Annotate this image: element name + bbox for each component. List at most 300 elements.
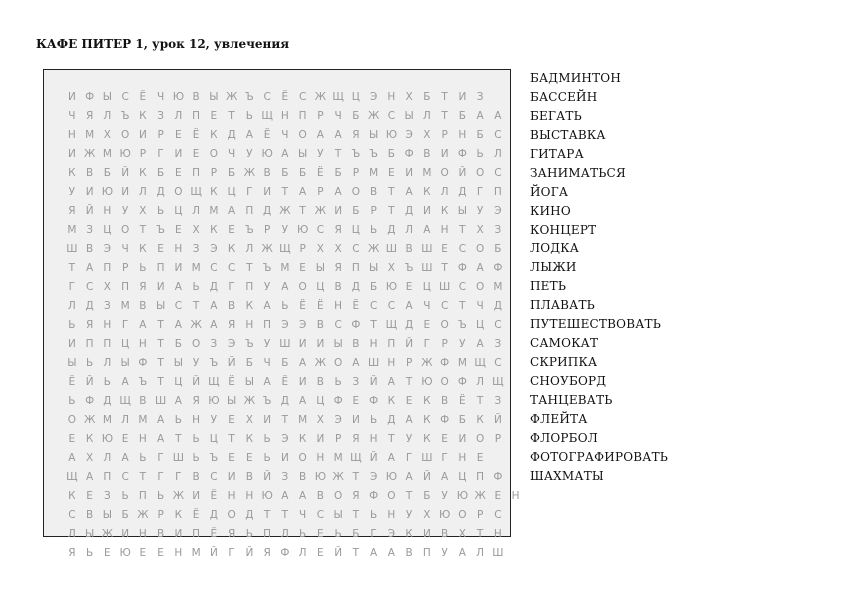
grid-letter: О	[209, 148, 218, 160]
grid-letter: Ъ	[262, 262, 272, 274]
word-list-item: ФЛОРБОЛ	[530, 430, 598, 445]
grid-letter: З	[494, 224, 502, 236]
grid-letter: Т	[68, 262, 76, 274]
grid-letter: П	[103, 262, 112, 274]
grid-letter: Ц	[103, 224, 112, 236]
grid-letter: З	[104, 490, 111, 502]
grid-letter: Т	[405, 490, 413, 502]
word-list-item: БЕГАТЬ	[530, 108, 582, 123]
grid-letter: Н	[458, 129, 467, 141]
grid-letter: Т	[157, 338, 164, 350]
grid-letter: Ж	[225, 91, 238, 103]
grid-row	[63, 164, 525, 183]
grid-letter: Х	[458, 528, 466, 540]
grid-letter: Б	[281, 167, 289, 179]
grid-letter: Ш	[66, 243, 78, 255]
grid-letter: Г	[175, 471, 182, 483]
grid-letter: О	[440, 167, 449, 179]
word-list-item: ФЛЕЙТА	[530, 411, 588, 426]
grid-letter: И	[263, 186, 272, 198]
grid-letter: М	[457, 357, 467, 369]
grid-letter: Ц	[174, 376, 183, 388]
grid-letter: Е	[139, 547, 147, 559]
grid-letter: Ю	[172, 91, 185, 103]
grid-letter: О	[475, 281, 485, 293]
grid-letter: И	[298, 376, 307, 388]
grid-letter: О	[475, 433, 485, 445]
grid-letter: М	[422, 167, 432, 179]
grid-letter: Ш	[155, 395, 167, 407]
grid-letter: С	[352, 243, 360, 255]
grid-letter: И	[121, 528, 130, 540]
grid-letter: Ы	[102, 509, 112, 521]
grid-letter: Ф	[493, 262, 503, 274]
grid-letter: А	[121, 452, 129, 464]
grid-letter: А	[245, 129, 253, 141]
grid-letter: Ф	[457, 262, 467, 274]
word-list	[530, 69, 668, 486]
grid-letter: Э	[281, 319, 289, 331]
grid-letter: Б	[174, 338, 182, 350]
grid-letter: Ж	[137, 509, 149, 521]
grid-letter: С	[494, 357, 502, 369]
grid-letter: Б	[103, 167, 111, 179]
grid-letter: З	[86, 224, 93, 236]
grid-letter: К	[423, 433, 431, 445]
grid-letter: А	[299, 490, 307, 502]
grid-letter: А	[299, 186, 307, 198]
grid-letter: Б	[423, 91, 431, 103]
grid-letter: З	[281, 471, 289, 483]
grid-letter: К	[210, 224, 218, 236]
grid-letter: Ф	[457, 376, 467, 388]
grid-letter: Ц	[227, 186, 236, 198]
grid-letter: Ц	[316, 395, 325, 407]
grid-letter: Н	[138, 528, 147, 540]
grid-letter: Ч	[334, 110, 342, 122]
word-list-item: ЛЫЖИ	[530, 260, 577, 275]
grid-letter: А	[476, 262, 484, 274]
grid-letter: Т	[157, 319, 164, 331]
grid-letter: Б	[476, 129, 484, 141]
grid-letter: А	[86, 262, 94, 274]
grid-letter: Э	[227, 338, 236, 350]
grid-letter: И	[263, 414, 272, 426]
grid-row	[63, 354, 525, 373]
grid-letter: У	[263, 338, 271, 350]
grid-letter: Й	[263, 471, 272, 483]
grid-letter: Т	[459, 224, 466, 236]
grid-letter: М	[102, 148, 112, 160]
grid-letter: Т	[281, 414, 289, 426]
grid-letter: В	[86, 167, 94, 179]
grid-letter: Н	[103, 319, 112, 331]
grid-letter: С	[210, 262, 218, 274]
grid-letter: В	[192, 471, 200, 483]
grid-letter: Я	[263, 547, 271, 559]
grid-letter: Ж	[474, 490, 486, 502]
grid-letter: Ю	[101, 433, 114, 445]
grid-letter: Ь	[334, 528, 342, 540]
grid-letter: Ё	[192, 509, 200, 521]
grid-letter: Х	[316, 414, 324, 426]
grid-letter: М	[191, 262, 201, 274]
grid-letter: Я	[352, 129, 360, 141]
grid-letter: Ь	[157, 205, 165, 217]
grid-letter: Т	[139, 224, 147, 236]
word-list-item: ПЕТЬ	[530, 279, 567, 294]
grid-letter: Ч	[121, 243, 129, 255]
grid-letter: А	[174, 319, 182, 331]
grid-letter: О	[298, 281, 307, 293]
grid-letter: П	[263, 528, 272, 540]
grid-letter: Й	[458, 167, 467, 179]
grid-letter: Е	[157, 243, 164, 255]
grid-letter: Т	[299, 205, 306, 217]
grid-letter: Ъ	[245, 91, 254, 103]
grid-letter: К	[139, 243, 147, 255]
grid-letter: К	[245, 433, 254, 445]
grid-letter: Э	[281, 433, 289, 445]
grid-letter: Б	[157, 167, 165, 179]
grid-letter: У	[317, 148, 324, 160]
grid-letter: Ф	[404, 148, 414, 160]
grid-letter: В	[263, 167, 271, 179]
grid-letter: В	[370, 186, 378, 198]
grid-letter: Ж	[314, 205, 327, 217]
grid-letter: Ь	[299, 528, 307, 540]
grid-letter: А	[316, 129, 324, 141]
grid-letter: К	[85, 433, 94, 445]
word-list-item: ПЛАВАТЬ	[530, 298, 595, 313]
grid-letter: К	[139, 167, 147, 179]
grid-letter: Я	[85, 319, 94, 331]
grid-letter: Т	[352, 509, 360, 521]
grid-letter: Ь	[370, 414, 378, 426]
grid-letter: Н	[103, 205, 112, 217]
grid-row	[63, 259, 525, 278]
grid-letter: И	[405, 167, 414, 179]
grid-letter: М	[102, 414, 112, 426]
grid-letter: К	[405, 528, 413, 540]
grid-letter: Щ	[119, 395, 131, 407]
grid-letter: Д	[245, 509, 254, 521]
grid-letter: Ч	[68, 110, 76, 122]
grid-letter: Ч	[263, 357, 271, 369]
word-list-item: КОНЦЕРТ	[530, 222, 597, 237]
grid-letter: Т	[441, 262, 448, 274]
grid-row	[63, 297, 525, 316]
grid-letter: Ч	[157, 91, 165, 103]
grid-letter: Щ	[208, 376, 220, 388]
grid-letter: Р	[476, 509, 484, 521]
grid-letter: Ъ	[404, 262, 414, 274]
grid-letter: В	[299, 471, 307, 483]
grid-letter: И	[121, 186, 130, 198]
grid-letter: Ц	[316, 281, 325, 293]
grid-letter: З	[494, 395, 502, 407]
grid-letter: Е	[157, 547, 164, 559]
grid-letter: Ю	[438, 509, 451, 521]
grid-letter: П	[245, 205, 254, 217]
grid-letter: Ш	[385, 243, 397, 255]
grid-letter: Ф	[493, 471, 503, 483]
grid-letter: Л	[440, 186, 449, 198]
grid-letter: Х	[103, 281, 111, 293]
grid-letter: Е	[228, 224, 235, 236]
grid-letter: Ж	[243, 167, 256, 179]
grid-letter: Ы	[404, 110, 414, 122]
grid-letter: С	[494, 509, 502, 521]
grid-letter: Н	[493, 528, 502, 540]
grid-letter: Н	[387, 509, 396, 521]
grid-letter: Н	[138, 433, 147, 445]
grid-letter: Ы	[244, 376, 254, 388]
grid-letter: П	[422, 547, 431, 559]
grid-letter: Ж	[314, 357, 327, 369]
grid-letter: Н	[440, 224, 449, 236]
grid-letter: И	[458, 433, 467, 445]
grid-letter: П	[298, 110, 307, 122]
grid-letter: Ъ	[209, 357, 219, 369]
grid-letter: Н	[67, 129, 76, 141]
grid-letter: С	[227, 262, 236, 274]
grid-letter: Е	[86, 490, 93, 502]
grid-letter: Ц	[476, 319, 485, 331]
grid-row	[63, 145, 525, 164]
grid-letter: А	[68, 452, 76, 464]
grid-letter: Х	[405, 91, 413, 103]
grid-letter: З	[494, 338, 502, 350]
grid-letter: Е	[405, 281, 413, 293]
grid-letter: А	[263, 300, 271, 312]
grid-letter: Ж	[367, 110, 380, 122]
grid-letter: О	[174, 186, 183, 198]
grid-letter: К	[245, 300, 254, 312]
grid-letter: Х	[192, 224, 200, 236]
grid-letter: Я	[68, 205, 76, 217]
grid-letter: Э	[103, 243, 112, 255]
grid-letter: К	[210, 129, 218, 141]
grid-letter: Е	[175, 224, 182, 236]
grid-letter: И	[316, 433, 325, 445]
grid-letter: О	[120, 224, 130, 236]
grid-letter: Щ	[332, 91, 344, 103]
grid-letter: Е	[441, 433, 448, 445]
grid-letter: Г	[441, 452, 448, 464]
grid-letter: Щ	[474, 357, 486, 369]
grid-letter: А	[157, 414, 165, 426]
grid-letter: Й	[245, 547, 254, 559]
grid-row	[63, 126, 525, 145]
grid-letter: Л	[121, 414, 130, 426]
grid-letter: Ь	[263, 452, 271, 464]
grid-letter: Е	[441, 243, 448, 255]
grid-letter: М	[298, 414, 308, 426]
grid-letter: Ю	[314, 471, 327, 483]
grid-letter: Е	[175, 167, 182, 179]
grid-letter: Ж	[421, 357, 433, 369]
grid-letter: У	[121, 205, 129, 217]
grid-letter: Ь	[174, 414, 182, 426]
grid-letter: Ж	[314, 91, 327, 103]
word-list-item: ПУТЕШЕСТВОВАТЬ	[530, 317, 661, 332]
grid-letter: Р	[317, 110, 324, 122]
grid-letter: П	[192, 528, 201, 540]
grid-letter: Ы	[333, 338, 343, 350]
grid-letter: Ч	[228, 148, 236, 160]
grid-letter: Я	[227, 319, 236, 331]
grid-letter: Б	[494, 243, 502, 255]
grid-letter: Щ	[279, 243, 291, 255]
grid-letter: Б	[245, 357, 253, 369]
grid-letter: Н	[245, 490, 254, 502]
grid-letter: Т	[388, 186, 395, 198]
grid-letter: Т	[441, 91, 448, 103]
grid-letter: Э	[369, 471, 378, 483]
grid-letter: Ж	[279, 205, 291, 217]
grid-letter: С	[210, 471, 218, 483]
grid-letter: А	[299, 395, 307, 407]
page-title: КАФЕ ПИТЕР 1, урок 12, увлечения	[36, 37, 290, 51]
grid-letter: Р	[405, 357, 413, 369]
grid-letter: И	[85, 186, 94, 198]
grid-letter: Ё	[68, 376, 76, 388]
grid-letter: У	[459, 338, 466, 350]
grid-letter: В	[86, 243, 94, 255]
grid-letter: У	[246, 148, 253, 160]
grid-letter: Л	[103, 110, 112, 122]
grid-letter: Д	[85, 300, 94, 312]
grid-letter: А	[228, 205, 236, 217]
grid-letter: Н	[511, 490, 520, 502]
grid-letter: Х	[103, 129, 111, 141]
grid-letter: П	[192, 167, 201, 179]
grid-letter: Л	[192, 205, 201, 217]
grid-letter: Б	[352, 110, 360, 122]
grid-letter: Т	[476, 528, 484, 540]
grid-letter: Ю	[385, 129, 398, 141]
grid-letter: Т	[352, 547, 360, 559]
grid-letter: Е	[228, 452, 235, 464]
grid-letter: С	[316, 509, 325, 521]
grid-letter: Т	[370, 319, 377, 331]
grid-letter: И	[156, 281, 165, 293]
grid-row	[63, 506, 525, 525]
grid-letter: М	[369, 167, 379, 179]
grid-letter: М	[280, 262, 290, 274]
grid-letter: С	[174, 300, 183, 312]
grid-letter: Ю	[101, 186, 114, 198]
grid-letter: Е	[405, 395, 413, 407]
grid-letter: А	[334, 186, 342, 198]
grid-letter: Н	[369, 338, 378, 350]
grid-letter: Р	[334, 433, 342, 445]
grid-letter: П	[85, 338, 94, 350]
grid-letter: А	[476, 338, 484, 350]
grid-letter: В	[441, 395, 449, 407]
grid-letter: Н	[174, 243, 183, 255]
grid-letter: Ц	[351, 224, 360, 236]
grid-letter: Б	[281, 357, 289, 369]
grid-letter: Я	[85, 110, 94, 122]
grid-row	[63, 221, 525, 240]
grid-letter: И	[298, 338, 307, 350]
word-search-grid	[43, 69, 520, 559]
grid-letter: Р	[299, 243, 306, 255]
grid-letter: У	[405, 509, 413, 521]
grid-letter: Е	[476, 452, 484, 464]
grid-letter: В	[192, 91, 200, 103]
grid-letter: Д	[405, 319, 414, 331]
grid-letter: У	[441, 547, 448, 559]
grid-letter: В	[334, 281, 342, 293]
grid-letter: Е	[104, 547, 111, 559]
grid-letter: Е	[494, 490, 502, 502]
grid-letter: Ф	[333, 395, 343, 407]
grid-letter: И	[334, 205, 343, 217]
grid-letter: И	[422, 528, 431, 540]
grid-letter: Ы	[155, 300, 166, 312]
grid-letter: Й	[493, 414, 502, 426]
grid-letter: М	[85, 129, 95, 141]
grid-letter: Ф	[440, 414, 450, 426]
grid-letter: А	[281, 490, 289, 502]
grid-letter: М	[191, 547, 201, 559]
grid-letter: Й	[405, 338, 414, 350]
grid-letter: У	[441, 490, 448, 502]
grid-letter: Т	[157, 376, 164, 388]
grid-letter: Н	[458, 452, 467, 464]
grid-letter: М	[138, 414, 148, 426]
grid-letter: Е	[299, 262, 306, 274]
grid-letter: Й	[209, 547, 218, 559]
grid-letter: Л	[476, 547, 485, 559]
grid-letter: Б	[228, 167, 236, 179]
grid-letter: М	[67, 224, 77, 236]
grid-letter: У	[476, 205, 484, 217]
word-list-item: ЗАНИМАТЬСЯ	[530, 165, 626, 180]
grid-letter: О	[475, 167, 485, 179]
grid-letter: Л	[103, 452, 112, 464]
grid-letter: Щ	[190, 186, 202, 198]
grid-letter: Ъ	[458, 319, 467, 331]
grid-letter: П	[121, 281, 130, 293]
grid-letter: М	[333, 452, 343, 464]
grid-letter: Т	[388, 433, 395, 445]
grid-letter: Ц	[174, 205, 183, 217]
grid-letter: А	[423, 224, 431, 236]
grid-letter: И	[192, 490, 201, 502]
grid-letter: Ъ	[351, 148, 361, 160]
grid-letter: К	[423, 186, 431, 198]
grid-letter: Й	[85, 376, 94, 388]
grid-letter: Т	[388, 205, 395, 217]
grid-letter: Я	[139, 281, 147, 293]
grid-letter: А	[210, 300, 218, 312]
grid-letter: А	[281, 281, 289, 293]
grid-letter: Л	[280, 528, 289, 540]
grid-letter: К	[68, 490, 76, 502]
grid-letter: Ё	[228, 376, 235, 388]
grid-letter: Н	[138, 338, 147, 350]
grid-letter: К	[68, 167, 76, 179]
grid-letter: В	[405, 243, 413, 255]
grid-letter: Ф	[280, 547, 290, 559]
grid-letter: О	[227, 509, 236, 521]
grid-letter: Г	[157, 471, 164, 483]
word-list-item: СКРИПКА	[530, 355, 598, 370]
